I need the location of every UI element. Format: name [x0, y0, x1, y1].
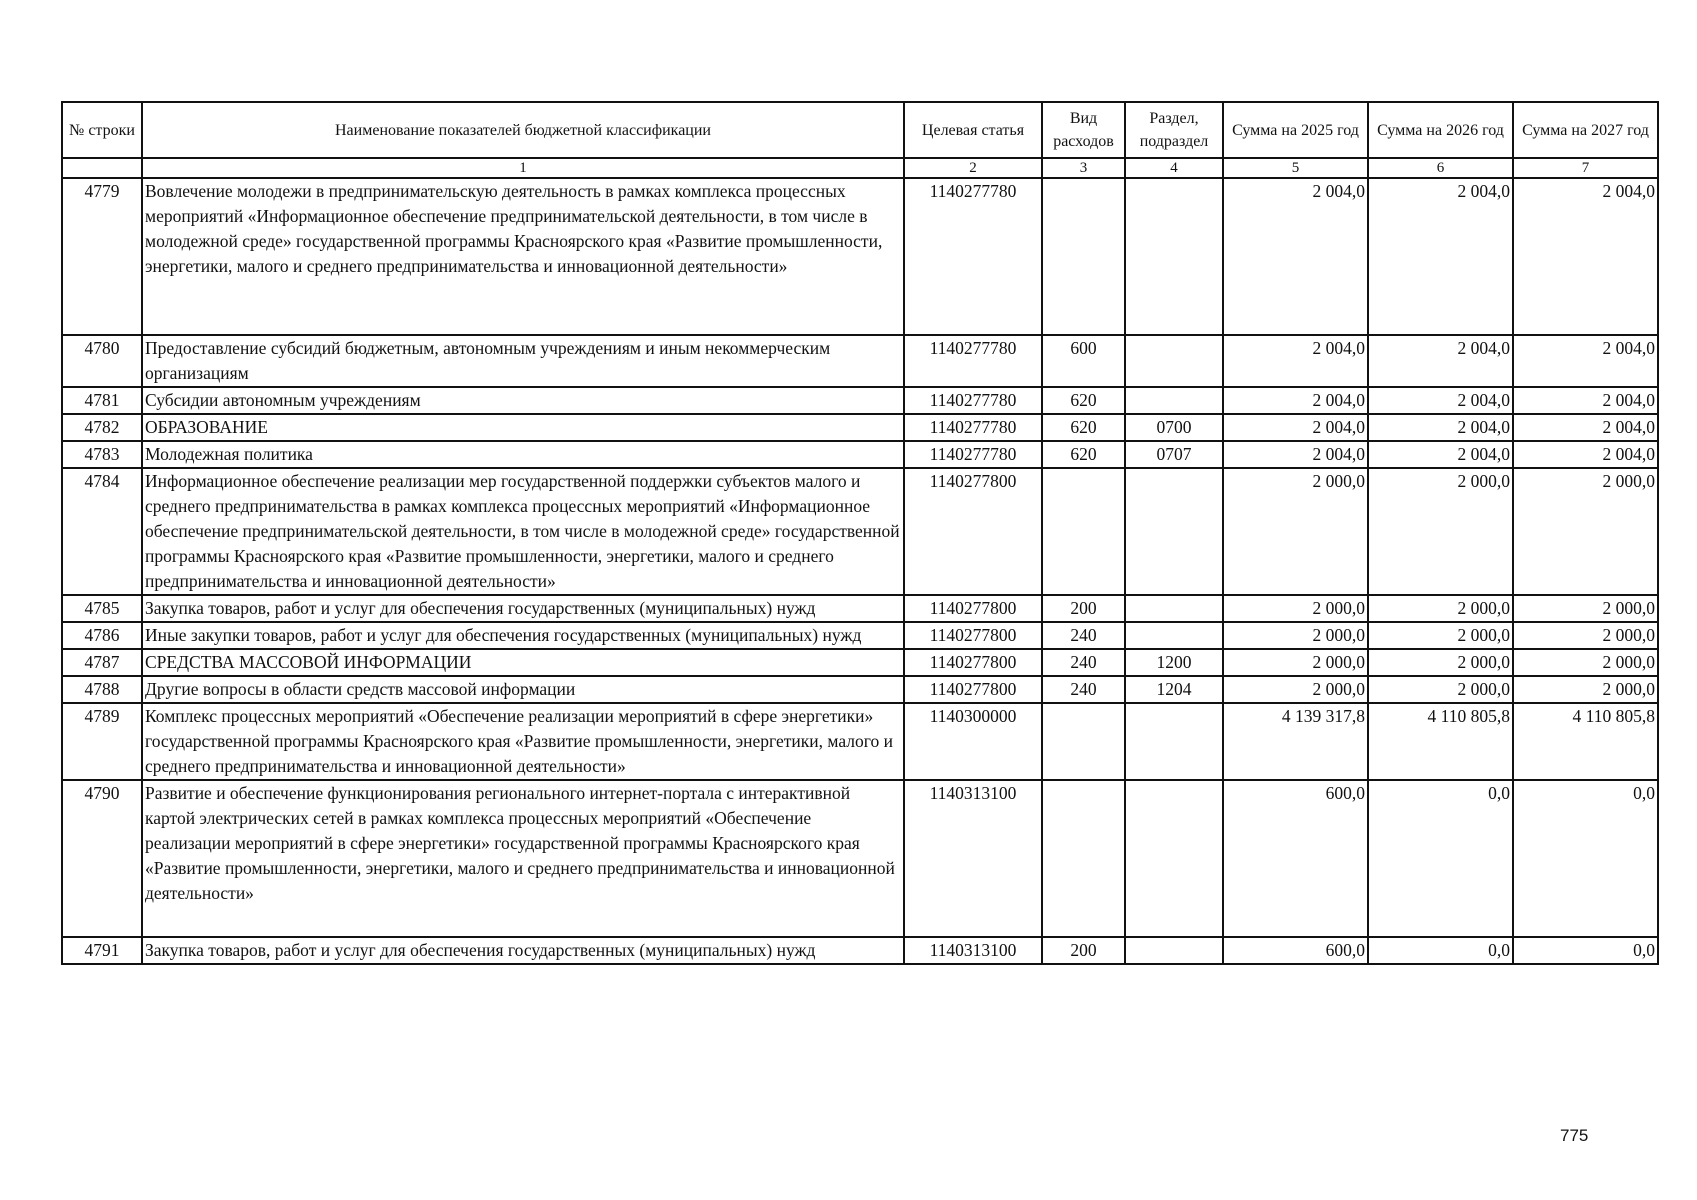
row-target: 1140300000 — [904, 703, 1042, 780]
row-name: Развитие и обеспечение функционирования регионального интернет-портала с интерактивной картой электрических сетей в рамках комплекса процессных мероприятий «Обеспечение реализации мероприятий в сфере энергетики» государственной программы Красноярского края «Развитие промышленности, энергетики, малого и среднего предпринимательства и инновационной деятельности» — [142, 780, 904, 937]
row-sum-2026: 4 110 805,8 — [1368, 703, 1513, 780]
row-sum-2026: 2 004,0 — [1368, 178, 1513, 335]
row-name: Молодежная политика — [142, 441, 904, 468]
table-row — [62, 937, 1658, 964]
row-number: 4785 — [62, 595, 142, 622]
row-sum-2027: 2 004,0 — [1513, 441, 1658, 468]
row-expense — [1042, 468, 1125, 595]
page-number: 775 — [1560, 1126, 1589, 1145]
row-section — [1125, 595, 1223, 622]
row-name: Вовлечение молодежи в предпринимательскую деятельность в рамках комплекса процессных мероприятий «Информационное обеспечение предпринимательской деятельности, в том числе в молодежной среде» государственной программы Красноярского края «Развитие промышленности, энергетики, малого и среднего предпринимательства и инновационной деятельности» — [142, 178, 904, 335]
header-target: Целевая статья — [904, 102, 1042, 158]
row-section: 0700 — [1125, 414, 1223, 441]
row-target: 1140277800 — [904, 622, 1042, 649]
column-number: 7 — [1513, 158, 1658, 178]
column-number: 4 — [1125, 158, 1223, 178]
row-number: 4786 — [62, 622, 142, 649]
row-target: 1140277800 — [904, 649, 1042, 676]
row-number: 4790 — [62, 780, 142, 937]
table-row — [62, 703, 1658, 780]
row-target: 1140313100 — [904, 937, 1042, 964]
row-sum-2027: 0,0 — [1513, 937, 1658, 964]
header-name: Наименование показателей бюджетной классификации — [142, 102, 904, 158]
row-section — [1125, 178, 1223, 335]
row-section — [1125, 937, 1223, 964]
row-expense: 200 — [1042, 595, 1125, 622]
column-number: 5 — [1223, 158, 1368, 178]
row-name: Комплекс процессных мероприятий «Обеспечение реализации мероприятий в сфере энергетики» государственной программы Красноярского края «Развитие промышленности, энергетики, малого и среднего предпринимательства и инновационной деятельности» — [142, 703, 904, 780]
row-target: 1140277800 — [904, 676, 1042, 703]
row-target: 1140277780 — [904, 414, 1042, 441]
column-number-row — [62, 158, 1658, 178]
row-sum-2026: 2 000,0 — [1368, 676, 1513, 703]
row-sum-2027: 2 000,0 — [1513, 649, 1658, 676]
row-section — [1125, 335, 1223, 387]
row-sum-2025: 600,0 — [1223, 937, 1368, 964]
row-expense: 240 — [1042, 649, 1125, 676]
row-sum-2025: 2 004,0 — [1223, 387, 1368, 414]
row-expense: 240 — [1042, 622, 1125, 649]
column-number: 6 — [1368, 158, 1513, 178]
row-expense — [1042, 178, 1125, 335]
row-number: 4787 — [62, 649, 142, 676]
table-row — [62, 335, 1658, 387]
row-target: 1140277780 — [904, 387, 1042, 414]
row-section — [1125, 387, 1223, 414]
row-name: Закупка товаров, работ и услуг для обеспечения государственных (муниципальных) нужд — [142, 595, 904, 622]
table-row — [62, 595, 1658, 622]
table-row — [62, 178, 1658, 335]
row-sum-2026: 2 004,0 — [1368, 387, 1513, 414]
row-target: 1140277780 — [904, 178, 1042, 335]
header-sum-2027: Сумма на 2027 год — [1513, 102, 1658, 158]
row-sum-2027: 2 004,0 — [1513, 414, 1658, 441]
row-name: Информационное обеспечение реализации мер государственной поддержки субъектов малого и среднего предпринимательства в рамках комплекса процессных мероприятий «Информационное обеспечение предпринимательской деятельности, в том числе в молодежной среде» государственной программы Красноярского края «Развитие промышленности, энергетики, малого и среднего предпринимательства и инновационной деятельности» — [142, 468, 904, 595]
row-sum-2027: 2 000,0 — [1513, 622, 1658, 649]
row-section: 1200 — [1125, 649, 1223, 676]
row-sum-2025: 2 004,0 — [1223, 335, 1368, 387]
row-sum-2025: 2 004,0 — [1223, 178, 1368, 335]
row-number: 4779 — [62, 178, 142, 335]
row-name: Другие вопросы в области средств массовой информации — [142, 676, 904, 703]
row-expense — [1042, 780, 1125, 937]
table-row — [62, 622, 1658, 649]
row-expense — [1042, 703, 1125, 780]
row-number: 4784 — [62, 468, 142, 595]
row-number: 4781 — [62, 387, 142, 414]
header-expense: Вид расходов — [1042, 102, 1125, 158]
row-sum-2026: 2 000,0 — [1368, 622, 1513, 649]
table-row — [62, 780, 1658, 937]
row-target: 1140313100 — [904, 780, 1042, 937]
row-number: 4783 — [62, 441, 142, 468]
row-sum-2027: 2 000,0 — [1513, 468, 1658, 595]
row-target: 1140277780 — [904, 335, 1042, 387]
column-number: 1 — [142, 158, 904, 178]
header-sum-2025: Сумма на 2025 год — [1223, 102, 1368, 158]
row-sum-2025: 2 000,0 — [1223, 622, 1368, 649]
table-row — [62, 387, 1658, 414]
row-sum-2025: 2 000,0 — [1223, 649, 1368, 676]
row-expense: 620 — [1042, 441, 1125, 468]
row-name: ОБРАЗОВАНИЕ — [142, 414, 904, 441]
row-sum-2026: 2 000,0 — [1368, 649, 1513, 676]
row-sum-2025: 2 000,0 — [1223, 676, 1368, 703]
row-sum-2025: 2 004,0 — [1223, 414, 1368, 441]
row-sum-2026: 2 000,0 — [1368, 595, 1513, 622]
row-section: 1204 — [1125, 676, 1223, 703]
row-sum-2025: 2 000,0 — [1223, 595, 1368, 622]
row-expense: 240 — [1042, 676, 1125, 703]
row-sum-2025: 2 004,0 — [1223, 441, 1368, 468]
row-section — [1125, 780, 1223, 937]
row-sum-2026: 2 000,0 — [1368, 468, 1513, 595]
row-sum-2027: 4 110 805,8 — [1513, 703, 1658, 780]
column-number: 3 — [1042, 158, 1125, 178]
row-name: СРЕДСТВА МАССОВОЙ ИНФОРМАЦИИ — [142, 649, 904, 676]
row-sum-2027: 2 000,0 — [1513, 676, 1658, 703]
row-number: 4780 — [62, 335, 142, 387]
row-sum-2025: 4 139 317,8 — [1223, 703, 1368, 780]
row-sum-2025: 2 000,0 — [1223, 468, 1368, 595]
row-name: Иные закупки товаров, работ и услуг для обеспечения государственных (муниципальных) нужд — [142, 622, 904, 649]
row-number: 4782 — [62, 414, 142, 441]
table-row — [62, 649, 1658, 676]
row-sum-2027: 2 004,0 — [1513, 335, 1658, 387]
row-section — [1125, 703, 1223, 780]
table-row — [62, 468, 1658, 595]
header-row — [62, 102, 1658, 158]
budget-table — [61, 101, 1659, 965]
row-name: Закупка товаров, работ и услуг для обеспечения государственных (муниципальных) нужд — [142, 937, 904, 964]
row-section: 0707 — [1125, 441, 1223, 468]
row-number: 4791 — [62, 937, 142, 964]
header-section: Раздел, подраздел — [1125, 102, 1223, 158]
row-expense: 620 — [1042, 387, 1125, 414]
row-sum-2026: 2 004,0 — [1368, 414, 1513, 441]
row-sum-2027: 2 004,0 — [1513, 178, 1658, 335]
row-expense: 600 — [1042, 335, 1125, 387]
row-sum-2027: 2 000,0 — [1513, 595, 1658, 622]
table-row — [62, 441, 1658, 468]
table-row — [62, 676, 1658, 703]
table-row — [62, 414, 1658, 441]
row-expense: 200 — [1042, 937, 1125, 964]
row-target: 1140277780 — [904, 441, 1042, 468]
row-sum-2027: 0,0 — [1513, 780, 1658, 937]
row-number: 4789 — [62, 703, 142, 780]
row-sum-2027: 2 004,0 — [1513, 387, 1658, 414]
header-sum-2026: Сумма на 2026 год — [1368, 102, 1513, 158]
row-number: 4788 — [62, 676, 142, 703]
column-number — [62, 158, 142, 178]
header-row-no: № строки — [62, 102, 142, 158]
row-expense: 620 — [1042, 414, 1125, 441]
row-sum-2025: 600,0 — [1223, 780, 1368, 937]
row-section — [1125, 468, 1223, 595]
row-sum-2026: 2 004,0 — [1368, 441, 1513, 468]
row-target: 1140277800 — [904, 595, 1042, 622]
row-sum-2026: 0,0 — [1368, 937, 1513, 964]
row-name: Субсидии автономным учреждениям — [142, 387, 904, 414]
column-number: 2 — [904, 158, 1042, 178]
row-sum-2026: 0,0 — [1368, 780, 1513, 937]
row-name: Предоставление субсидий бюджетным, автономным учреждениям и иным некоммерческим организациям — [142, 335, 904, 387]
row-sum-2026: 2 004,0 — [1368, 335, 1513, 387]
row-target: 1140277800 — [904, 468, 1042, 595]
row-section — [1125, 622, 1223, 649]
